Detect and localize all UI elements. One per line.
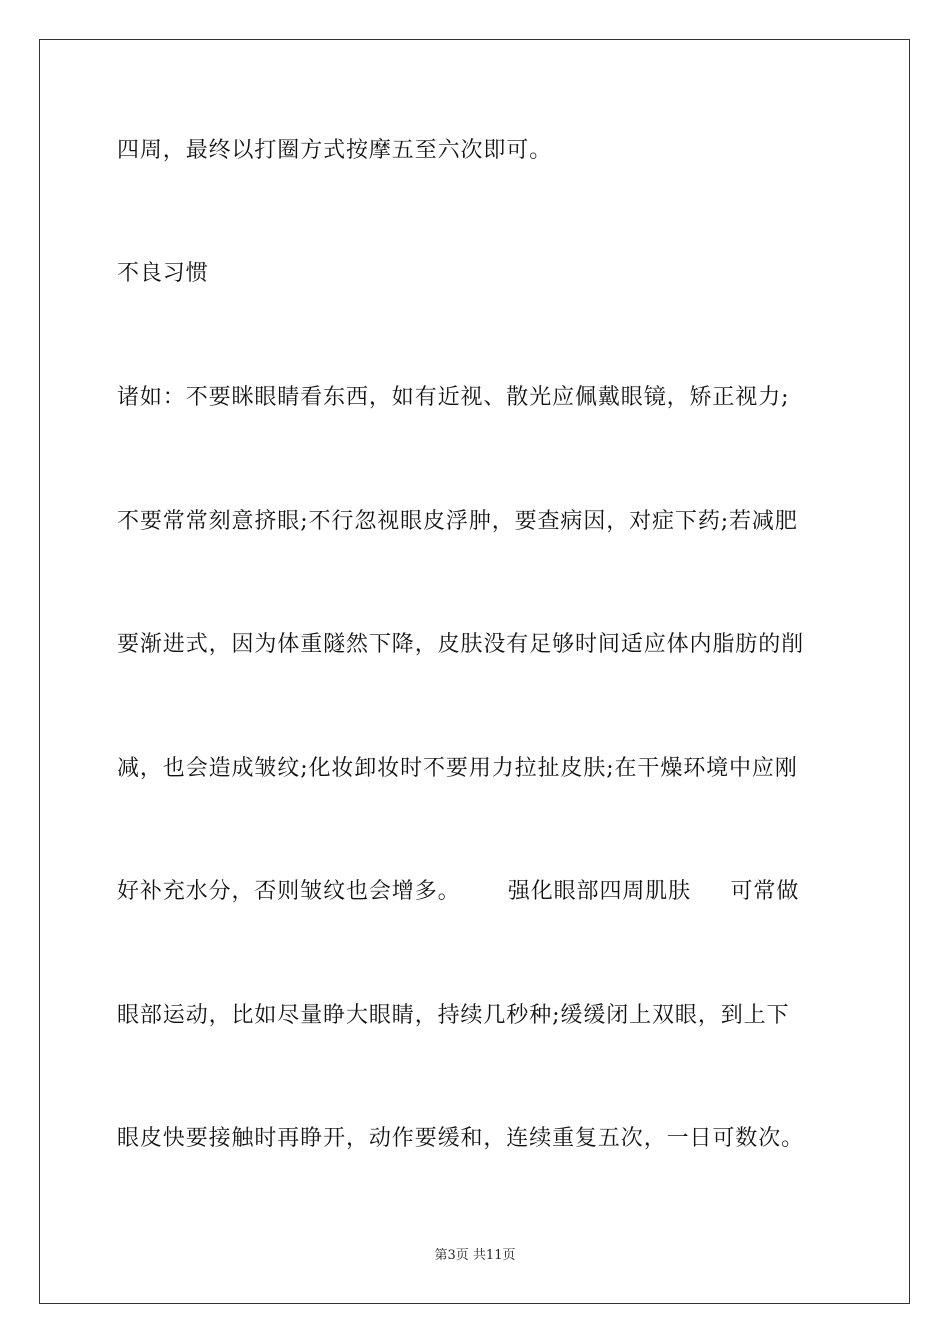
section-heading: 不良习惯 [117,261,209,286]
page-number-footer: 第3页 共11页 [434,1248,516,1263]
body-text-line-4: 不要常常刻意挤眼;不行忽视眼皮浮肿，要查病因，对症下药;若减肥 [117,509,798,534]
body-text-line-6: 减，也会造成皱纹;化妆卸妆时不要用力拉扯皮肤;在干燥环境中应刚 [117,756,798,781]
body-text-line-1: 四周，最终以打圈方式按摩五至六次即可。 [117,138,553,163]
body-text-line-8: 眼部运动，比如尽量睁大眼睛，持续几秒种;缓缓闭上双眼，到上下 [117,1003,790,1028]
body-text-line-9: 眼皮快要接触时再睁开，动作要缓和，连续重复五次，一日可数次。 [117,1126,805,1151]
page-border [39,39,910,1304]
body-text-line-3: 诸如：不要眯眼睛看东西，如有近视、散光应佩戴眼镜，矫正视力; [117,385,790,410]
body-text-line-5: 要渐进式，因为体重隧然下降，皮肤没有足够时间适应体内脂肪的削 [117,632,805,657]
body-text-line-7: 好补充水分，否则皱纹也会增多。 强化眼部四周肌肤 可常做 [117,879,800,904]
